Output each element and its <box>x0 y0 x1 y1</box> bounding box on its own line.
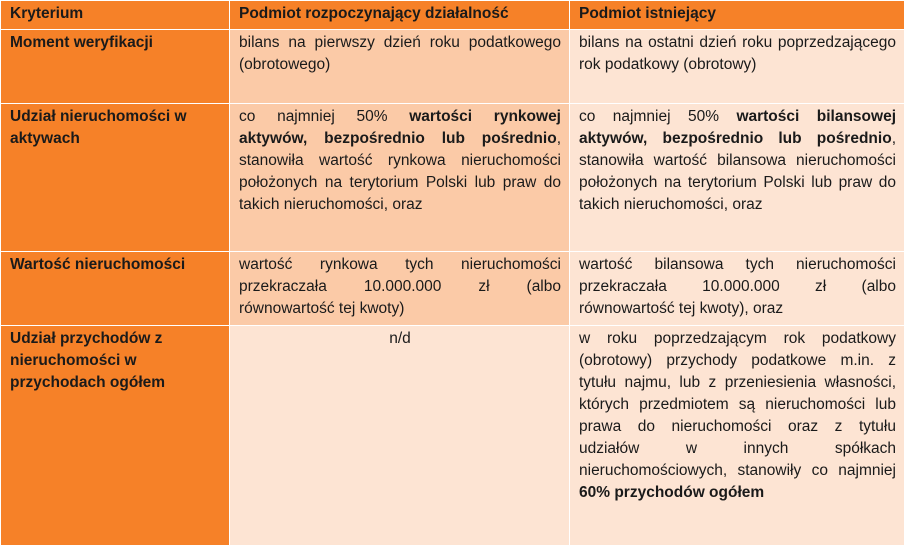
header-existing-entity: Podmiot istniejący <box>570 1 904 30</box>
existing-entity-cell <box>570 326 904 546</box>
cell-text: co najmniej 50% <box>239 108 409 125</box>
cell-text: w roku poprzedzającym rok podatkowy (obrotowy) przychody podatkowe m.in. z tytułu najmu, lub z przeniesienia własności, których przedmiotem są nieruchomości lub prawa do nieruchomości oraz z tytułu udziałów w innych spółkach nieruchomościowych, stanowiły co najmniej <box>579 330 896 479</box>
cell-text: wartość bilansowa tych nieruchomości przekraczała 10.000.000 zł (albo równowartość tej kwoty), oraz <box>579 256 896 317</box>
table-row <box>1 252 904 326</box>
criterion-cell: Udział przychodów z nieruchomości w przychodach ogółem <box>1 326 230 546</box>
cell-text-bold: wartości rynkowej aktywów, bezpośrednio lub pośrednio <box>239 108 561 147</box>
cell-text-bold: 60% przychodów ogółem <box>579 484 764 501</box>
existing-entity-cell <box>570 30 904 104</box>
header-new-entity: Podmiot rozpoczynający działalność <box>230 1 570 30</box>
cell-text-bold: wartości bilansowej aktywów, bezpośrednio lub pośrednio <box>579 108 896 147</box>
cell-text: bilans na pierwszy dzień roku podatkowego (obrotowego) <box>239 34 561 73</box>
new-entity-cell <box>230 326 570 546</box>
new-entity-cell <box>230 252 570 326</box>
cell-text: wartość rynkowa tych nieruchomości przekraczała 10.000.000 zł (albo równowartość tej kwoty) <box>239 256 561 317</box>
header-criterion: Kryterium <box>1 1 230 30</box>
criterion-cell: Moment weryfikacji <box>1 30 230 104</box>
new-entity-cell <box>230 30 570 104</box>
table-row <box>1 326 904 546</box>
existing-entity-cell <box>570 104 904 252</box>
criterion-cell: Udział nieruchomości w aktywach <box>1 104 230 252</box>
table-row <box>1 104 904 252</box>
table-row <box>1 30 904 104</box>
criterion-cell: Wartość nieruchomości <box>1 252 230 326</box>
cell-text: n/d <box>389 330 411 347</box>
cell-text: , stanowiła wartość rynkowa nieruchomości położonych na terytorium Polski lub praw do takich nieruchomości, oraz <box>239 130 561 213</box>
cell-text: bilans na ostatni dzień roku poprzedzającego rok podatkowy (obrotowy) <box>579 34 896 73</box>
cell-text: , stanowiła wartość bilansowa nieruchomości położonych na terytorium Polski lub praw do takich nieruchomości, oraz <box>579 130 896 213</box>
new-entity-cell <box>230 104 570 252</box>
header-row <box>1 1 904 30</box>
cell-text: co najmniej 50% <box>579 108 736 125</box>
existing-entity-cell <box>570 252 904 326</box>
